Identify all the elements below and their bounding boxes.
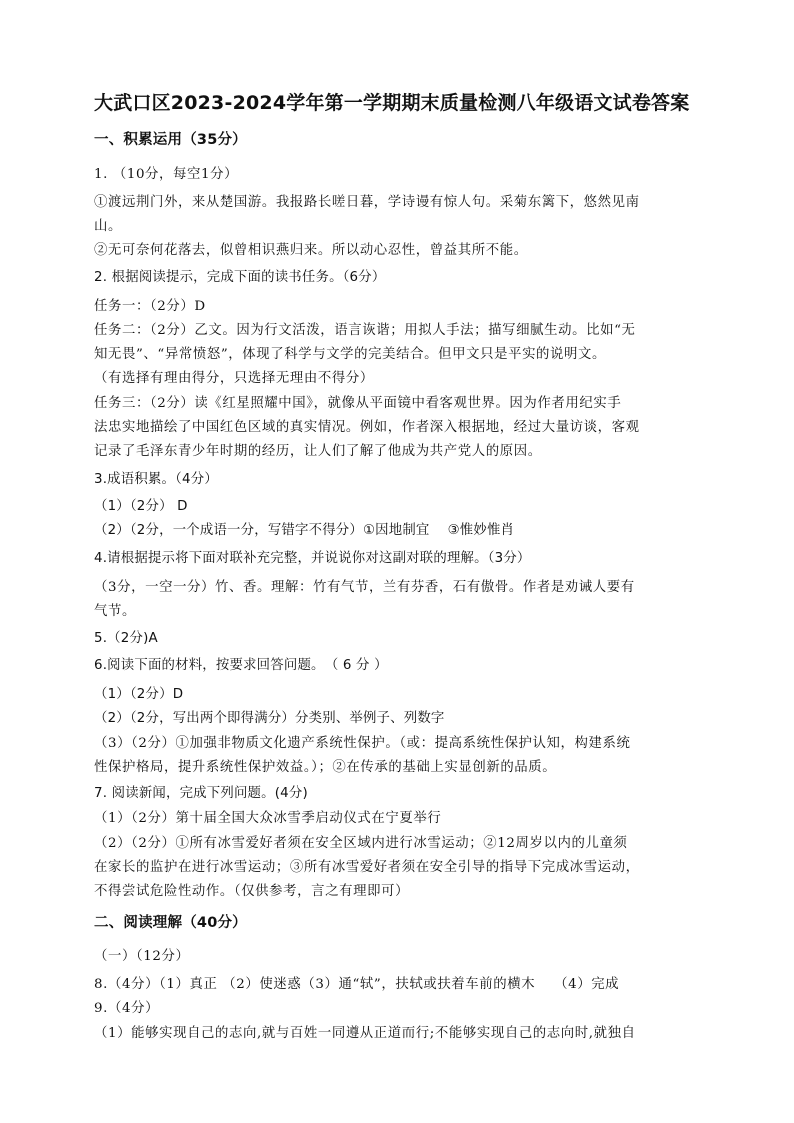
q3-answer-line-1: （1）（2分） D — [94, 499, 188, 514]
q6-answer-line-4: 性保护格局，提升系统性保护效益。）；②在传承的基础上实显创新的品质。 — [94, 760, 557, 775]
q1-answer-line-2: 山。 — [94, 219, 122, 234]
q7-heading: 7. 阅读新闻，完成下列问题。(4分) — [94, 786, 308, 801]
part-1-heading: （一）（12分） — [94, 949, 190, 964]
q9-heading: 9.（4分） — [94, 1001, 160, 1016]
section-2-heading: 二、阅读理解（40分） — [94, 915, 247, 931]
q7-answer-line-4: 不得尝试危险性动作。（仅供参考，言之有理即可） — [94, 884, 410, 899]
q8-answer: 8.（4分）（1）真正 （2）使迷惑（3）通“轼”，扶轼或扶着车前的横木 （4）完成 — [94, 977, 620, 992]
q7-answer-line-3: 在家长的监护在进行冰雪运动；③所有冰雪爱好者须在安全引导的指导下完成冰雪运动， — [94, 860, 640, 875]
q7-answer-line-1: （1）（2分）第十届全国大众冰雪季启动仪式在宁夏举行 — [94, 811, 442, 826]
q9-answer-line-1: （1）能够实现自己的志向,就与百姓一同遵从正道而行;不能够实现自己的志向时,就独自 — [94, 1026, 636, 1041]
q1-answer-line-1: ①渡远荆门外，来从楚国游。我报路长嗟日暮，学诗谩有惊人句。采菊东篱下，悠然见南 — [94, 195, 640, 210]
q7-answer-line-2: （2）（2分）①所有冰雪爱好者须在安全区域内进行冰雪运动；②12周岁以内的儿童须 — [94, 836, 628, 851]
q3-answer-line-2: （2）（2分，一个成语一分，写错字不得分）①因地制宜 ③惟妙惟肖 — [94, 523, 515, 538]
q3-heading: 3.成语积累。（4分） — [94, 472, 218, 487]
q5-heading: 5.（2分)A — [94, 631, 158, 646]
section-1-heading: 一、积累运用（35分） — [94, 132, 247, 148]
q6-answer-line-1: （1）（2分）D — [94, 687, 184, 702]
document-title: 大武口区2023-2024学年第一学期期末质量检测八年级语文试卷答案 — [94, 92, 690, 114]
q2-heading: 2. 根据阅读提示，完成下面的读书任务。（6分） — [94, 270, 386, 285]
q2-answer-line-5: 任务三：（2分）读《红星照耀中国》，就像从平面镜中看客观世界。因为作者用纪实手 — [94, 396, 622, 411]
q1-answer-line-3: ②无可奈何花落去，似曾相识燕归来。所以动心忍性，曾益其所不能。 — [94, 243, 528, 258]
q6-heading: 6.阅读下面的材料，按要求回答问题。 （ 6 分 ） — [94, 658, 388, 673]
q4-heading: 4.请根据提示将下面对联补充完整，并说说你对这副对联的理解。（3分） — [94, 551, 531, 566]
q6-answer-line-2: （2）（2分，写出两个即得满分）分类别、举例子、列数字 — [94, 711, 445, 726]
q2-answer-line-6: 法忠实地描绘了中国红色区域的真实情况。例如，作者深入根据地，经过大量访谈，客观 — [94, 420, 640, 435]
q2-answer-line-3: 知无畏”、“异常愤怒”，体现了科学与文学的完美结合。但甲文只是平实的说明文。 — [94, 347, 607, 362]
q4-answer-line-2: 气节。 — [94, 604, 136, 619]
q2-answer-line-2: 任务二：（2分）乙文。因为行文活泼，语言诙谐；用拟人手法；描写细腻生动。比如“无 — [94, 323, 636, 338]
q6-answer-line-3: （3）（2分）①加强非物质文化遗产系统性保护。（或：提高系统性保护认知，构建系统 — [94, 736, 631, 751]
q2-answer-line-7: 记录了毛泽东青少年时期的经历，让人们了解了他成为共产党人的原因。 — [94, 444, 542, 459]
q1-heading: 1. （10分，每空1分） — [94, 167, 239, 182]
q2-answer-line-4: （有选择有理由得分，只选择无理由不得分） — [94, 371, 374, 386]
q4-answer-line-1: （3分，一空一分）竹、香。理解：竹有气节，兰有芬香，石有傲骨。作者是劝诫人要有 — [94, 580, 635, 595]
q2-answer-line-1: 任务一：（2分）D — [94, 299, 206, 314]
